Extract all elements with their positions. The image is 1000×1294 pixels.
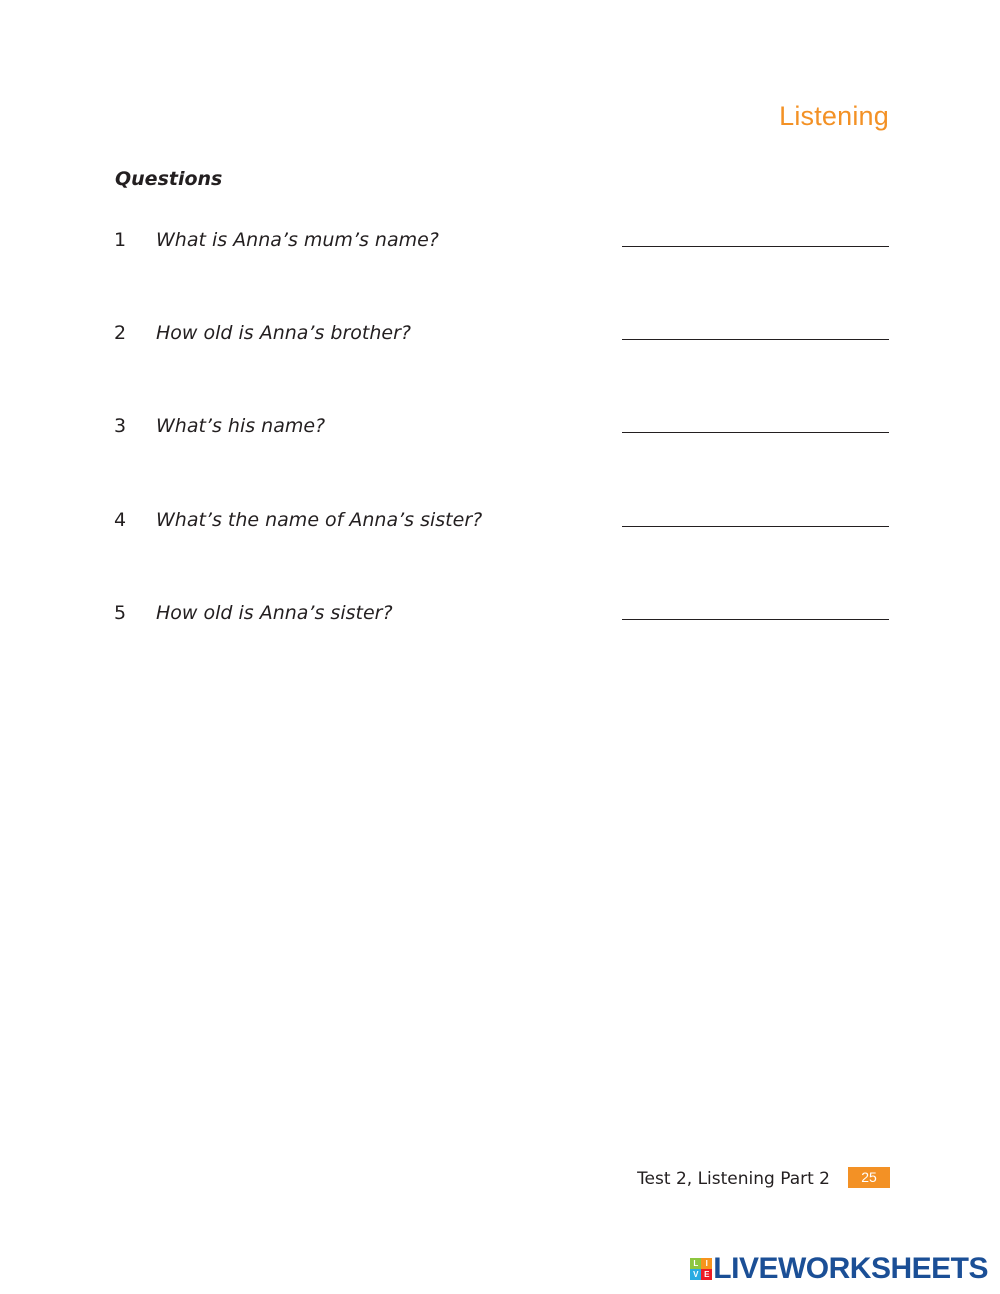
question-text: What’s the name of Anna’s sister?	[156, 509, 483, 531]
liveworksheets-logo-icon	[690, 1258, 712, 1280]
question-row	[0, 415, 1000, 455]
question-number: 5	[114, 602, 127, 624]
answer-line[interactable]	[622, 526, 889, 527]
answer-line[interactable]	[622, 432, 889, 433]
question-number: 1	[114, 229, 127, 251]
question-text: How old is Anna’s sister?	[156, 602, 393, 624]
question-text: What is Anna’s mum’s name?	[156, 229, 439, 251]
questions-heading: Questions	[115, 168, 223, 190]
section-title: Listening	[779, 101, 889, 131]
question-text: How old is Anna’s brother?	[156, 322, 411, 344]
question-number: 3	[114, 415, 127, 437]
logo-letter: L	[690, 1258, 701, 1269]
question-row	[0, 509, 1000, 549]
question-row	[0, 229, 1000, 269]
logo-letter: E	[701, 1269, 712, 1280]
page-number-badge: 25	[848, 1167, 890, 1188]
answer-line[interactable]	[622, 339, 889, 340]
question-text: What’s his name?	[156, 415, 326, 437]
question-number: 2	[114, 322, 127, 344]
logo-letter: I	[701, 1258, 712, 1269]
question-number: 4	[114, 509, 127, 531]
footer-label: Test 2, Listening Part 2	[637, 1169, 830, 1189]
answer-line[interactable]	[622, 246, 889, 247]
liveworksheets-logo	[690, 1253, 988, 1285]
answer-line[interactable]	[622, 619, 889, 620]
question-row	[0, 602, 1000, 642]
logo-letter: V	[690, 1269, 701, 1280]
page-footer	[637, 1166, 890, 1188]
brand-name: LIVEWORKSHEETS	[713, 1252, 988, 1285]
question-row	[0, 322, 1000, 362]
